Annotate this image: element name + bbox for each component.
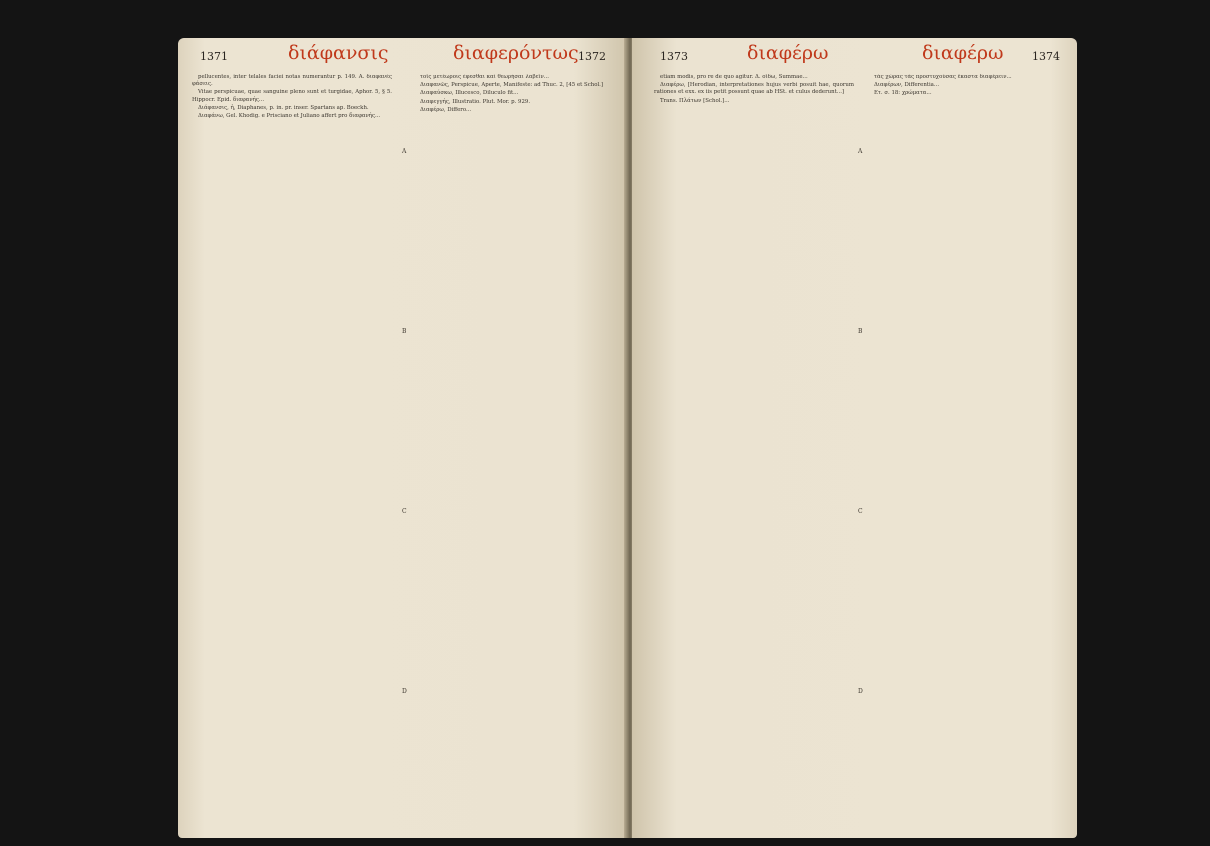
paragraph: Διαφεγγής, Illustratio. Plut. Mor. p. 929. — [420, 98, 531, 105]
headword: διαφερόντως — [453, 42, 579, 64]
paragraph: etiam modis, pro re de quo agitur. Δ. οἴδω, Summae... — [660, 74, 808, 80]
left-page-header — [178, 42, 628, 70]
paragraph: Διαφέρω, [Herodian, interpretationes hujus verbi posuit hae, quorum rationes et exx. ex iis petit possunt quae ab HSt. et culus dederunt...] — [654, 82, 854, 96]
page-number: 1373 — [660, 50, 688, 63]
paragraph: Διαφέρων, Differentia... — [874, 82, 940, 89]
page-number: 1374 — [1032, 50, 1060, 63]
paragraph: pellucentes, inter telales faciei notas numerantur p. 149. A. διαφανές φάσεις. — [192, 74, 392, 88]
margin-letter: D — [858, 688, 863, 695]
margin-letter: B — [402, 328, 407, 335]
margin-letter: B — [858, 328, 863, 335]
paragraph: Διάφανσις, ἡ, Diaphanes, p. in. pr. inser. Spartans ap. Boeckh. — [198, 104, 369, 111]
margin-letter: A — [858, 148, 863, 155]
text-column — [192, 74, 392, 828]
text-column — [654, 74, 854, 828]
page-number: 1372 — [578, 50, 606, 63]
paragraph: Διαφανῶς, Perspicue, Aperte, Manifeste: ad Thuc. 2, [45 et Schol.] — [420, 82, 603, 89]
right-page-header — [632, 42, 1077, 70]
paragraph: τοῖς μετέωροις ἐφεσθαι καὶ θεωρήσαι λαβεῖν... — [420, 74, 549, 80]
margin-letter: D — [402, 688, 407, 695]
headword: διάφανσις — [288, 42, 389, 64]
headword: διαφέρω — [747, 42, 829, 64]
margin-letter: C — [402, 508, 407, 515]
paragraph: Ετ. σ. 18: χρώματα... — [874, 90, 932, 97]
open-book — [150, 8, 1105, 840]
headword: διαφέρω — [922, 42, 1004, 64]
left-page — [178, 38, 628, 838]
page-number: 1371 — [200, 50, 228, 63]
paragraph: Διαφάνω, Gel. Khodig. e Prisciano et Juliano affert pro διαφανής... — [198, 113, 381, 120]
paragraph: Vitae perspicuae, quae sanguine pleno sunt et turgidae, Aphor. 5, § 5. Hippocr. Epid. διαφανής... — [192, 89, 392, 103]
right-page — [632, 38, 1077, 838]
paragraph: Trans. Πλάτων [Schol.]... — [660, 97, 730, 104]
text-column — [868, 74, 1068, 828]
paragraph: τὰς χώρας τὰς προστυχούσας ἔκαστα διαφέρειν... — [874, 74, 1012, 80]
margin-letter: A — [402, 148, 407, 155]
text-column — [414, 74, 614, 828]
margin-letter: C — [858, 508, 863, 515]
paragraph: Διαφαύσκω, Illucesco, Diluculo fit... — [420, 90, 519, 97]
paragraph: Διαφέρω, Differo... — [420, 106, 472, 113]
